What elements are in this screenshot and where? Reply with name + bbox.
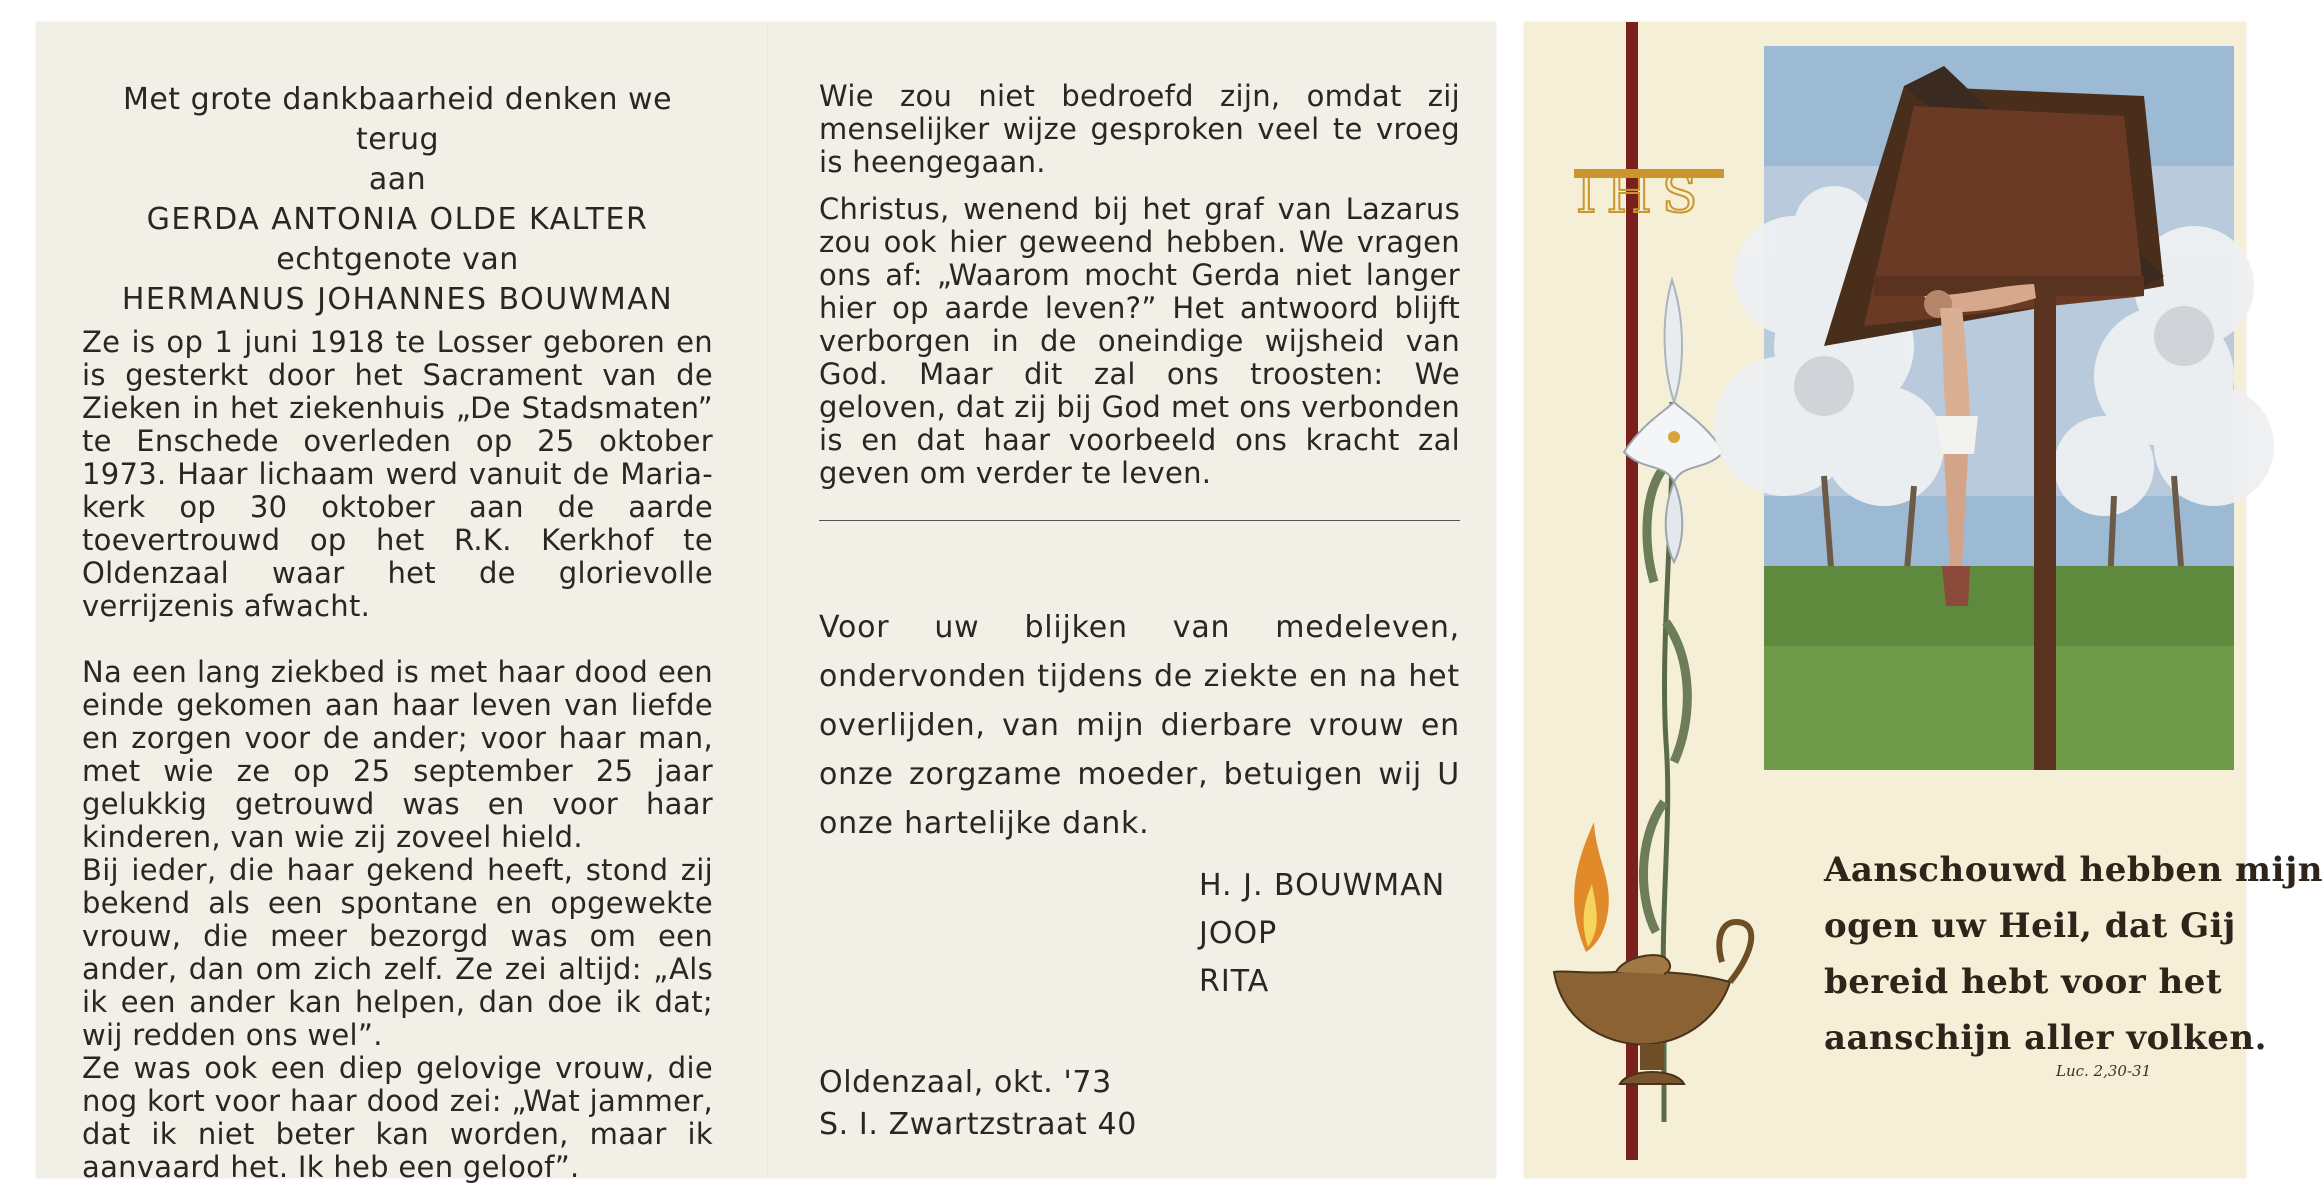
relation-text: echtgenote van bbox=[276, 242, 519, 277]
left-page bbox=[36, 22, 767, 1184]
intro-line-1: Met grote dankbaarheid denken we terug bbox=[122, 82, 673, 157]
lily-leaf bbox=[1666, 622, 1687, 762]
right-page bbox=[769, 22, 1496, 1178]
front-card bbox=[1524, 22, 2323, 1178]
oil-lamp-lid bbox=[1616, 955, 1670, 974]
ihs-monogram: IHS bbox=[1576, 165, 1708, 225]
bible-verse bbox=[1824, 842, 2323, 1066]
illness-paragraph: Na een lang ziekbed is met haar dood een einde gekomen aan haar leven van liefde en zorgen voor de ander; voor haar man, met wie ze op 25 september 25 jaar gelukkig getrouwd was en voor haar kinderen, van wie zij zoveel hield. bbox=[82, 655, 713, 854]
verse-line: Aanschouwd hebben mijn bbox=[1824, 850, 2323, 890]
oil-lamp-stem bbox=[1640, 1044, 1664, 1070]
spouse-name: HERMANUS JOHANNES BOUWMAN bbox=[121, 282, 674, 317]
verse-line: bereid hebt voor het bbox=[1824, 962, 2223, 1002]
lily-bud bbox=[1665, 280, 1682, 402]
biography-paragraph: Ze is op 1 juni 1918 te Losser geboren en is gesterkt door het Sacrament van de Zieken in het ziekenhuis „De Stadsmaten” te Enschede overleden op 25 oktober 1973. Haar lichaam werd vanuit de Maria-kerk op 30 oktober aan de aarde toevertrouwd op het R.K. Kerkhof te Oldenzaal waar het de glorievolle verrijzenis afwacht. bbox=[82, 325, 713, 623]
verse-reference: Luc. 2,30-31 bbox=[2056, 1062, 2152, 1080]
crucifix-photo-svg bbox=[1764, 46, 2234, 770]
lily-leaf bbox=[1643, 802, 1664, 932]
oil-lamp-handle bbox=[1719, 922, 1751, 982]
inside-spread bbox=[36, 22, 1496, 1184]
wayside-cross-photo bbox=[1764, 46, 2234, 770]
memorial-heading bbox=[82, 80, 713, 320]
thanks-paragraph: Voor uw blijken van medeleven, ondervonden tijdens de ziekte en na het overlijden, van mijn dierbare vrouw en onze zorgzame moeder, betuigen wij U onze hartelijke dank. bbox=[819, 610, 1460, 841]
christus-paragraph: Christus, wenend bij het graf van Lazarus zou ook hier geweend hebben. We vragen ons af: „Waarom mocht Gerda niet langer hier op aarde leven?” Het antwoord blijft verborgen in de oneindige wijsheid van God. Maar dit zal ons troosten: We geloven, dat zij bij God met ons verbonden is en dat haar voorbeeld ons kracht zal geven om verder te leven. bbox=[819, 192, 1460, 490]
faith-paragraph: Ze was ook een diep gelovige vrouw, die nog kort voor haar dood zei: „Wat jammer, dat ik niet beter kan worden, maar ik aanvaard het. Ik heb een geloof”. bbox=[82, 1051, 713, 1184]
verse-line: ogen uw Heil, dat Gij bbox=[1824, 906, 2236, 946]
street-address: S. I. Zwartzstraat 40 bbox=[819, 1107, 1137, 1142]
signer-name: H. J. BOUWMAN bbox=[1199, 868, 1446, 903]
lily-stamen bbox=[1668, 431, 1680, 443]
signer-name: JOOP bbox=[1199, 916, 1278, 951]
oil-lamp-bowl bbox=[1554, 971, 1730, 1044]
grief-paragraph: Wie zou niet bedroefd zijn, omdat zij menselijker wijze gesproken veel te vroeg is heengegaan. bbox=[819, 79, 1460, 179]
intro-line-2: aan bbox=[368, 162, 427, 197]
signatories bbox=[819, 862, 1460, 1006]
signer-name: RITA bbox=[1199, 964, 1270, 999]
sender-address bbox=[819, 1062, 1460, 1146]
deceased-name: GERDA ANTONIA OLDE KALTER bbox=[146, 202, 649, 237]
verse-line: aanschijn aller volken. bbox=[1824, 1018, 2267, 1058]
place-date: Oldenzaal, okt. '73 bbox=[819, 1065, 1112, 1100]
divider-line bbox=[819, 520, 1460, 521]
character-paragraph: Bij ieder, die haar gekend heeft, stond zij bekend als een spontane en opgewekte vrouw, die meer bezorgd was om een ander, dan om zich zelf. Ze zei altijd: „Als ik een ander kan helpen, dan doe ik dat; wij redden ons wel”. bbox=[82, 853, 713, 1052]
